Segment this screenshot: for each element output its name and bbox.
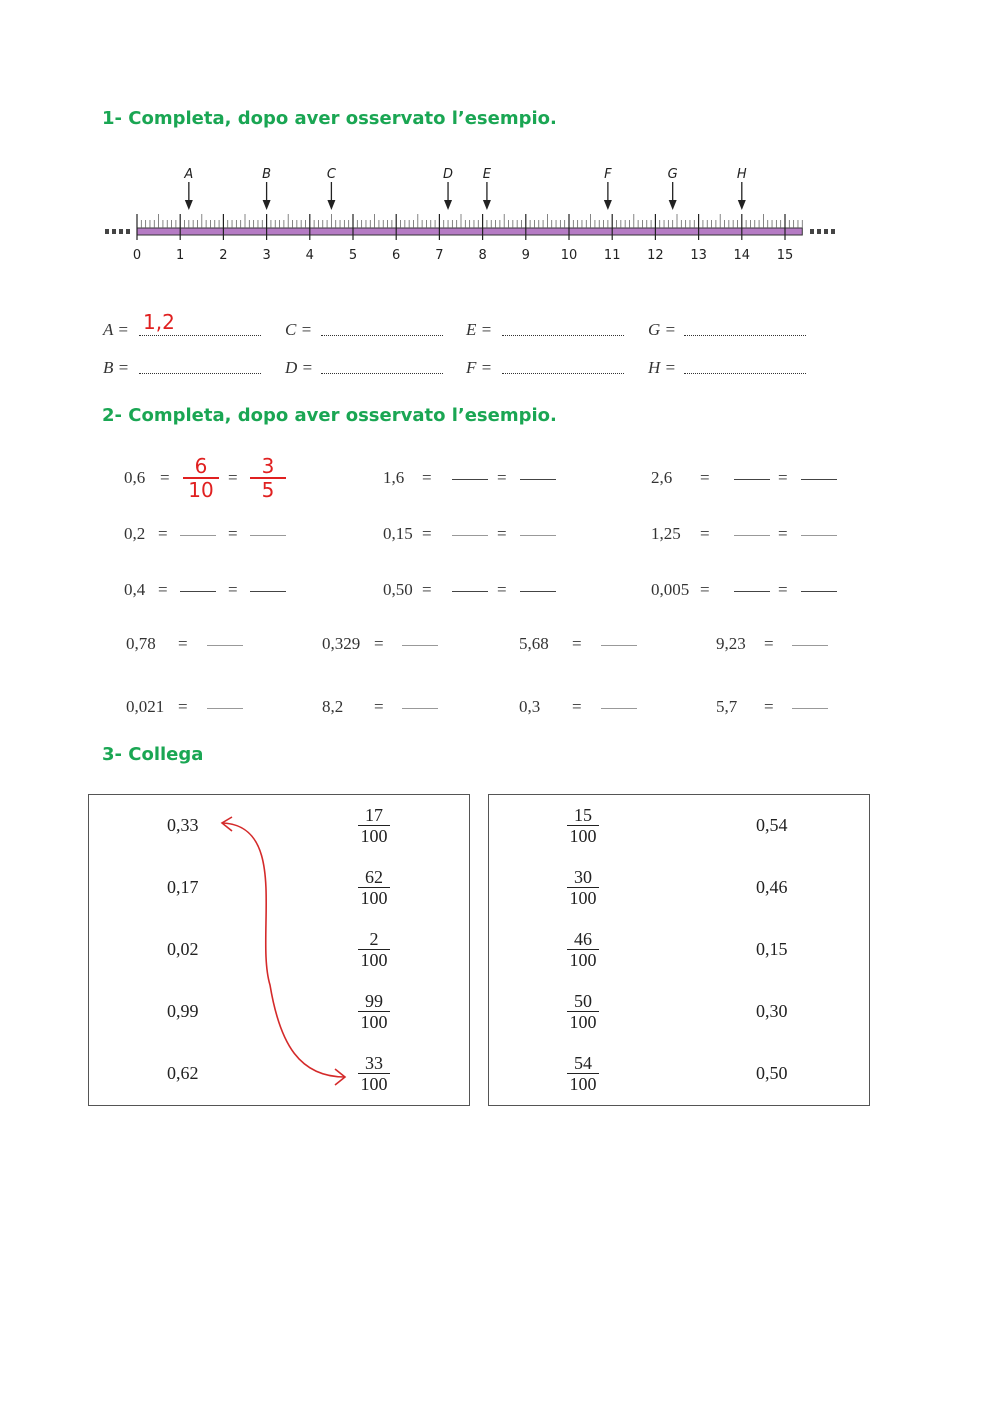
equals-sign: = xyxy=(572,634,582,653)
numberline-bar xyxy=(137,228,802,235)
fraction-blank[interactable] xyxy=(734,535,770,536)
fraction-denominator: 100 xyxy=(569,888,597,908)
match-fraction[interactable] xyxy=(354,805,394,846)
answer-label: E = xyxy=(466,320,493,339)
fraction-numerator: 46 xyxy=(574,929,592,949)
match-fraction[interactable] xyxy=(563,1053,603,1094)
marker-arrowhead xyxy=(185,200,193,210)
example-fraction-2 xyxy=(250,455,286,501)
decimal-value: 0,4 xyxy=(124,580,146,599)
marker-label: F xyxy=(604,167,612,182)
tick-label: 15 xyxy=(776,248,794,263)
fraction-denominator: 100 xyxy=(360,826,388,846)
match-decimal[interactable]: 0,33 xyxy=(167,815,199,835)
decimal-value: 0,78 xyxy=(126,634,156,653)
tick-label: 8 xyxy=(478,248,487,263)
decimal-value: 0,021 xyxy=(126,697,165,716)
fraction-blank[interactable] xyxy=(792,645,828,646)
match-decimal[interactable]: 0,17 xyxy=(167,877,199,897)
answer-field[interactable] xyxy=(321,373,443,374)
equals-sign: = xyxy=(422,468,432,487)
marker-arrowhead xyxy=(263,200,271,210)
example-fraction-1 xyxy=(183,455,219,501)
match-fraction[interactable] xyxy=(354,929,394,970)
answer-field[interactable] xyxy=(321,335,443,336)
marker-label: E xyxy=(482,167,492,182)
equals-sign: = xyxy=(158,524,168,543)
equals-sign: = xyxy=(178,697,188,716)
fraction-blank[interactable] xyxy=(520,591,556,592)
answer-label: A = xyxy=(103,320,129,339)
fraction-denominator: 100 xyxy=(360,1012,388,1032)
fraction-numerator: 17 xyxy=(365,805,383,825)
equals-sign: = xyxy=(374,697,384,716)
fraction-blank[interactable] xyxy=(250,591,286,592)
match-decimal[interactable]: 0,50 xyxy=(756,1063,788,1083)
example-eq-1: = xyxy=(160,468,170,487)
fraction-blank[interactable] xyxy=(452,591,488,592)
fraction-denominator: 100 xyxy=(569,826,597,846)
equals-sign: = xyxy=(374,634,384,653)
fraction-blank[interactable] xyxy=(520,535,556,536)
fraction-blank[interactable] xyxy=(452,535,488,536)
fraction-blank[interactable] xyxy=(801,535,837,536)
decimal-value: 2,6 xyxy=(651,468,673,487)
decimal-value: 1,6 xyxy=(383,468,405,487)
decimal-value: 0,329 xyxy=(322,634,361,653)
fraction-blank[interactable] xyxy=(180,591,216,592)
fraction-numerator: 54 xyxy=(574,1053,592,1073)
fraction-denominator: 100 xyxy=(569,950,597,970)
marker-label: G xyxy=(667,167,678,182)
fraction-blank[interactable] xyxy=(801,591,837,592)
equals-sign: = xyxy=(764,697,774,716)
marker-arrowhead xyxy=(738,200,746,210)
example-eq-2: = xyxy=(228,468,238,487)
fraction-numerator: 2 xyxy=(369,929,379,949)
fraction-blank[interactable] xyxy=(452,479,488,480)
equals-sign: = xyxy=(497,524,507,543)
tick-label: 3 xyxy=(262,248,271,263)
decimal-value: 0,50 xyxy=(383,580,413,599)
match-fraction[interactable] xyxy=(354,1053,394,1094)
answer-field[interactable] xyxy=(684,373,806,374)
fraction-blank[interactable] xyxy=(207,645,243,646)
tick-label: 0 xyxy=(132,248,142,263)
fraction-numerator: 33 xyxy=(365,1053,383,1073)
decimal-value: 0,2 xyxy=(124,524,146,543)
tick-label: 12 xyxy=(647,248,664,263)
answer-field[interactable] xyxy=(139,335,261,336)
tick-label: 1 xyxy=(176,248,185,263)
marker-arrowhead xyxy=(604,200,612,210)
example-frac1-num: 6 xyxy=(194,454,208,478)
match-fraction[interactable] xyxy=(563,867,603,908)
decimal-value: 0,15 xyxy=(383,524,413,543)
decimal-value: 8,2 xyxy=(322,697,344,716)
fraction-blank[interactable] xyxy=(520,479,556,480)
fraction-numerator: 99 xyxy=(365,991,383,1011)
fraction-denominator: 100 xyxy=(360,950,388,970)
tick-label: 4 xyxy=(305,248,314,263)
answer-field[interactable] xyxy=(139,373,261,374)
example-frac2-num: 3 xyxy=(261,454,275,478)
tick-label: 10 xyxy=(560,248,578,263)
example-decimal: 0,6 xyxy=(124,468,146,487)
answer-label: D = xyxy=(285,358,313,377)
tick-label: 9 xyxy=(521,248,530,263)
decimal-value: 5,7 xyxy=(716,697,738,716)
answer-field[interactable] xyxy=(684,335,806,336)
answer-label: G = xyxy=(648,320,676,339)
fraction-blank[interactable] xyxy=(402,645,438,646)
marker-label: C xyxy=(326,167,336,182)
marker-arrowhead xyxy=(669,200,677,210)
match-decimal[interactable]: 0,30 xyxy=(756,1001,788,1021)
answer-label: F = xyxy=(466,358,493,377)
match-fraction[interactable] xyxy=(354,867,394,908)
number-line xyxy=(100,160,840,270)
decimal-value: 9,23 xyxy=(716,634,746,653)
equals-sign: = xyxy=(497,580,507,599)
marker-arrowhead xyxy=(444,200,452,210)
decimal-value: 1,25 xyxy=(651,524,681,543)
tick-label: 14 xyxy=(733,248,751,263)
equals-sign: = xyxy=(700,524,710,543)
answer-label: C = xyxy=(285,320,313,339)
match-fraction[interactable] xyxy=(563,929,603,970)
fraction-denominator: 100 xyxy=(569,1074,597,1094)
equals-sign: = xyxy=(572,697,582,716)
fraction-blank[interactable] xyxy=(734,591,770,592)
fraction-blank[interactable] xyxy=(792,708,828,709)
fraction-denominator: 100 xyxy=(360,1074,388,1094)
match-fraction[interactable] xyxy=(354,991,394,1032)
fraction-numerator: 15 xyxy=(574,805,592,825)
tick-label: 5 xyxy=(348,248,358,263)
match-decimal[interactable]: 0,99 xyxy=(167,1001,199,1021)
match-fraction[interactable] xyxy=(563,805,603,846)
equals-sign: = xyxy=(764,634,774,653)
tick-label: 6 xyxy=(392,248,401,263)
decimal-value: 5,68 xyxy=(519,634,549,653)
match-box-right xyxy=(488,794,870,1106)
marker-label: H xyxy=(736,167,747,182)
match-decimal[interactable]: 0,15 xyxy=(756,939,788,959)
equals-sign: = xyxy=(778,524,788,543)
decimal-value: 0,005 xyxy=(651,580,690,599)
fraction-blank[interactable] xyxy=(801,479,837,480)
section2-title: 2- Completa, dopo aver osservato l’esempio. xyxy=(102,405,557,426)
fraction-denominator: 100 xyxy=(360,888,388,908)
match-fraction[interactable] xyxy=(563,991,603,1032)
equals-sign: = xyxy=(497,468,507,487)
section3-title: 3- Collega xyxy=(102,744,204,765)
fraction-numerator: 62 xyxy=(365,867,383,887)
marker-arrowhead xyxy=(483,200,491,210)
equals-sign: = xyxy=(228,580,238,599)
fraction-blank[interactable] xyxy=(207,708,243,709)
fraction-numerator: 30 xyxy=(574,867,592,887)
equals-sign: = xyxy=(422,524,432,543)
answer-label: B = xyxy=(103,358,130,377)
match-decimal[interactable]: 0,02 xyxy=(167,939,199,959)
tick-label: 11 xyxy=(603,248,621,263)
fraction-blank[interactable] xyxy=(180,535,216,536)
answer-field[interactable] xyxy=(502,335,624,336)
fraction-blank[interactable] xyxy=(601,708,637,709)
answer-label: H = xyxy=(648,358,676,377)
fraction-blank[interactable] xyxy=(250,535,286,536)
equals-sign: = xyxy=(778,580,788,599)
equals-sign: = xyxy=(778,468,788,487)
example-frac1-den: 10 xyxy=(188,478,214,502)
tick-label: 2 xyxy=(219,248,228,263)
decimal-value: 0,3 xyxy=(519,697,541,716)
tick-label: 13 xyxy=(690,248,707,263)
marker-label: A xyxy=(184,167,194,182)
tick-label: 7 xyxy=(435,248,444,263)
fraction-blank[interactable] xyxy=(734,479,770,480)
example-frac2-den: 5 xyxy=(261,478,275,502)
connector-arrow xyxy=(200,805,370,1095)
fraction-denominator: 100 xyxy=(569,1012,597,1032)
fraction-blank[interactable] xyxy=(402,708,438,709)
equals-sign: = xyxy=(228,524,238,543)
marker-label: D xyxy=(443,167,454,182)
equals-sign: = xyxy=(158,580,168,599)
match-decimal[interactable]: 0,54 xyxy=(756,815,788,835)
answer-field[interactable] xyxy=(502,373,624,374)
marker-label: B xyxy=(262,167,272,182)
marker-arrowhead xyxy=(327,200,335,210)
equals-sign: = xyxy=(178,634,188,653)
equals-sign: = xyxy=(422,580,432,599)
fraction-blank[interactable] xyxy=(601,645,637,646)
match-decimal[interactable]: 0,46 xyxy=(756,877,788,897)
match-decimal[interactable]: 0,62 xyxy=(167,1063,199,1083)
equals-sign: = xyxy=(700,580,710,599)
answer-value: 1,2 xyxy=(143,310,175,334)
section1-title: 1- Completa, dopo aver osservato l’esempio. xyxy=(102,108,557,129)
equals-sign: = xyxy=(700,468,710,487)
fraction-numerator: 50 xyxy=(574,991,592,1011)
